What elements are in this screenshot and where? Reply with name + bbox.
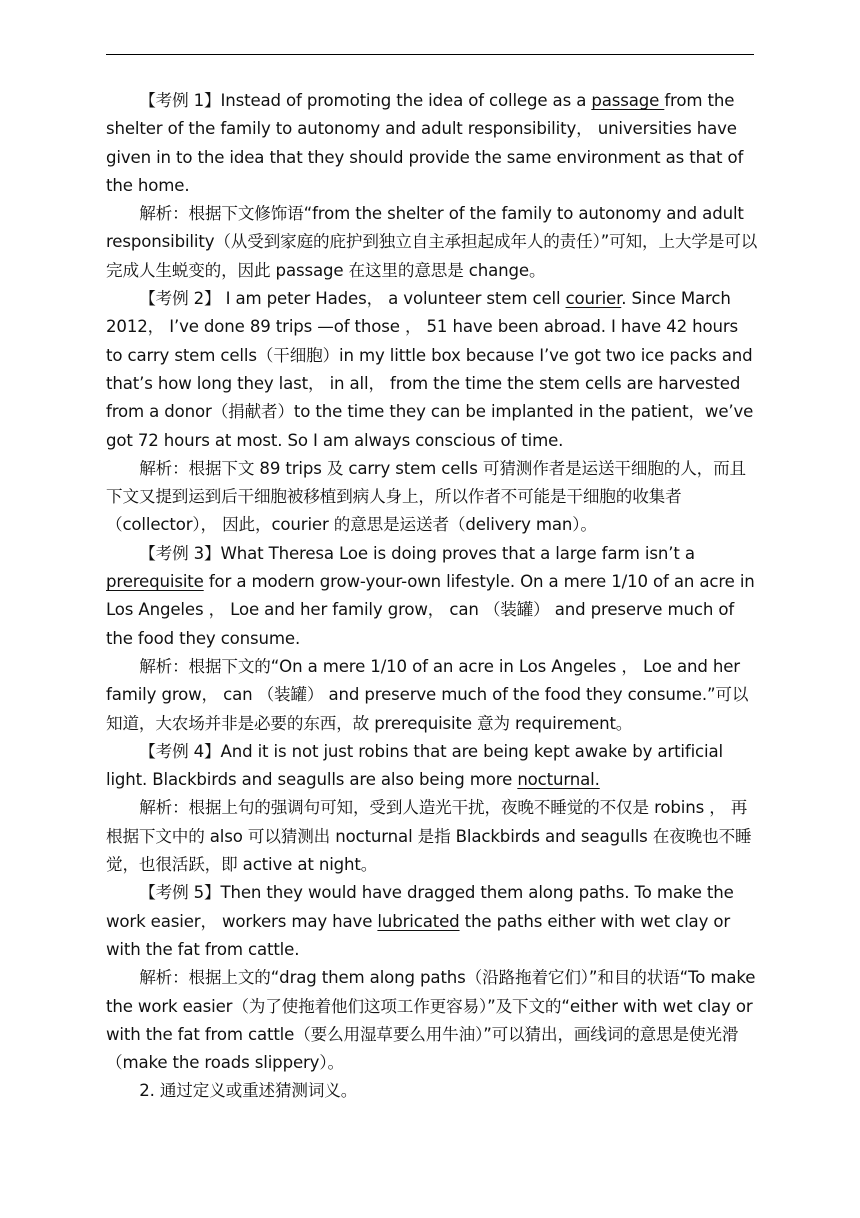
example-1-underlined-word: passage [591, 91, 665, 110]
analysis-4: 解析：根据上句的强调句可知，受到人造光干扰，夜晚不睡觉的不仅是 robins ， 再根据下文中的 also 可以猜测出 nocturnal 是指 Blackbirds and seagulls 在夜晚也不睡觉，也很活跃，即 active at night。 [106, 798, 752, 875]
example-1 [106, 87, 758, 200]
example-1-text-rest: from the shelter of the family to autonomy and adult responsibility， universities have given in to the idea that they should provide the same environment as that of the home. [106, 91, 744, 195]
example-2-text-rest: . Since March 2012， I’ve done 89 trips —of those ， 51 have been abroad. I have 42 hours to carry stem cells（干细胞）in my little box because I’ve got two ice packs and that’s how long they last， in all， from the time the stem cells are harvested from a donor（捐献者）to the time they can be implanted in the patient，we’ve got 72 hours at most. So I am always conscious of time. [106, 289, 754, 450]
example-3 [106, 540, 758, 653]
example-4-text: 【考例 4】And it is not just robins that are being kept awake by artificial light. Blackbirds and seagulls are also being more [106, 741, 723, 790]
example-2-text: 【考例 2】 I am peter Hades， a volunteer stem cell [139, 289, 566, 309]
example-5 [106, 879, 758, 964]
example-5-text-rest: the paths either with wet clay or with the fat from cattle. [106, 911, 731, 959]
example-3-text-rest: for a modern grow-your-own lifestyle. On a mere 1/10 of an acre in Los Angeles ， Loe and her family grow， can （装罐） and preserve much of the food they consume. [106, 572, 755, 648]
example-3-underlined-word: prerequisite [106, 572, 204, 592]
analysis-5: 解析：根据上文的“drag them along paths（沿路拖着它们）”和目的状语“To make the work easier（为了使拖着他们这项工作更容易）”及下文的“either with wet clay or with the fat from cattle（要么用湿草要么用牛油）”可以猜出，画线词的意思是使光滑（make the roads slippery）。 [106, 968, 756, 1073]
analysis-1: 解析：根据下文修饰语“from the shelter of the family to autonomy and adult responsibility（从受到家庭的庇护到独立自主承担起成年人的责任）”可知，上大学是可以完成人生蜕变的，因此 passage 在这里的意思是 change。 [106, 204, 758, 280]
example-4 [106, 738, 758, 795]
analysis-2: 解析：根据下文 89 trips 及 carry stem cells 可猜测作者是运送干细胞的人，而且下文又提到运到后干细胞被移植到病人身上，所以作者不可能是干细胞的收集者（collector）， 因此，courier 的意思是运送者（delivery man）。 [106, 458, 746, 535]
analysis-3: 解析：根据下文的“On a mere 1/10 of an acre in Los Angeles ， Loe and her family grow， can （装罐） and preserve much of the food they consume.”可以知道，大农场并非是必要的东西，故 prerequisite 意为 requirement。 [106, 656, 749, 733]
example-4-underlined-word: nocturnal. [517, 770, 600, 790]
example-5-text: 【考例 5】Then they would have dragged them along paths. To make the work easier， workers may have [106, 883, 734, 931]
section-heading-2: 2. 通过定义或重述猜测词义。 [139, 1081, 358, 1101]
example-5-underlined-word: lubricated [377, 911, 460, 931]
example-2 [106, 285, 758, 455]
example-1-text: 【考例 1】Instead of promoting the idea of college as a [139, 91, 592, 110]
example-3-text: 【考例 3】What Theresa Loe is doing proves that a large farm isn’t a [139, 543, 695, 563]
example-2-underlined-word: courier [565, 289, 622, 309]
document-body [106, 87, 758, 1106]
header-rule [106, 54, 754, 55]
